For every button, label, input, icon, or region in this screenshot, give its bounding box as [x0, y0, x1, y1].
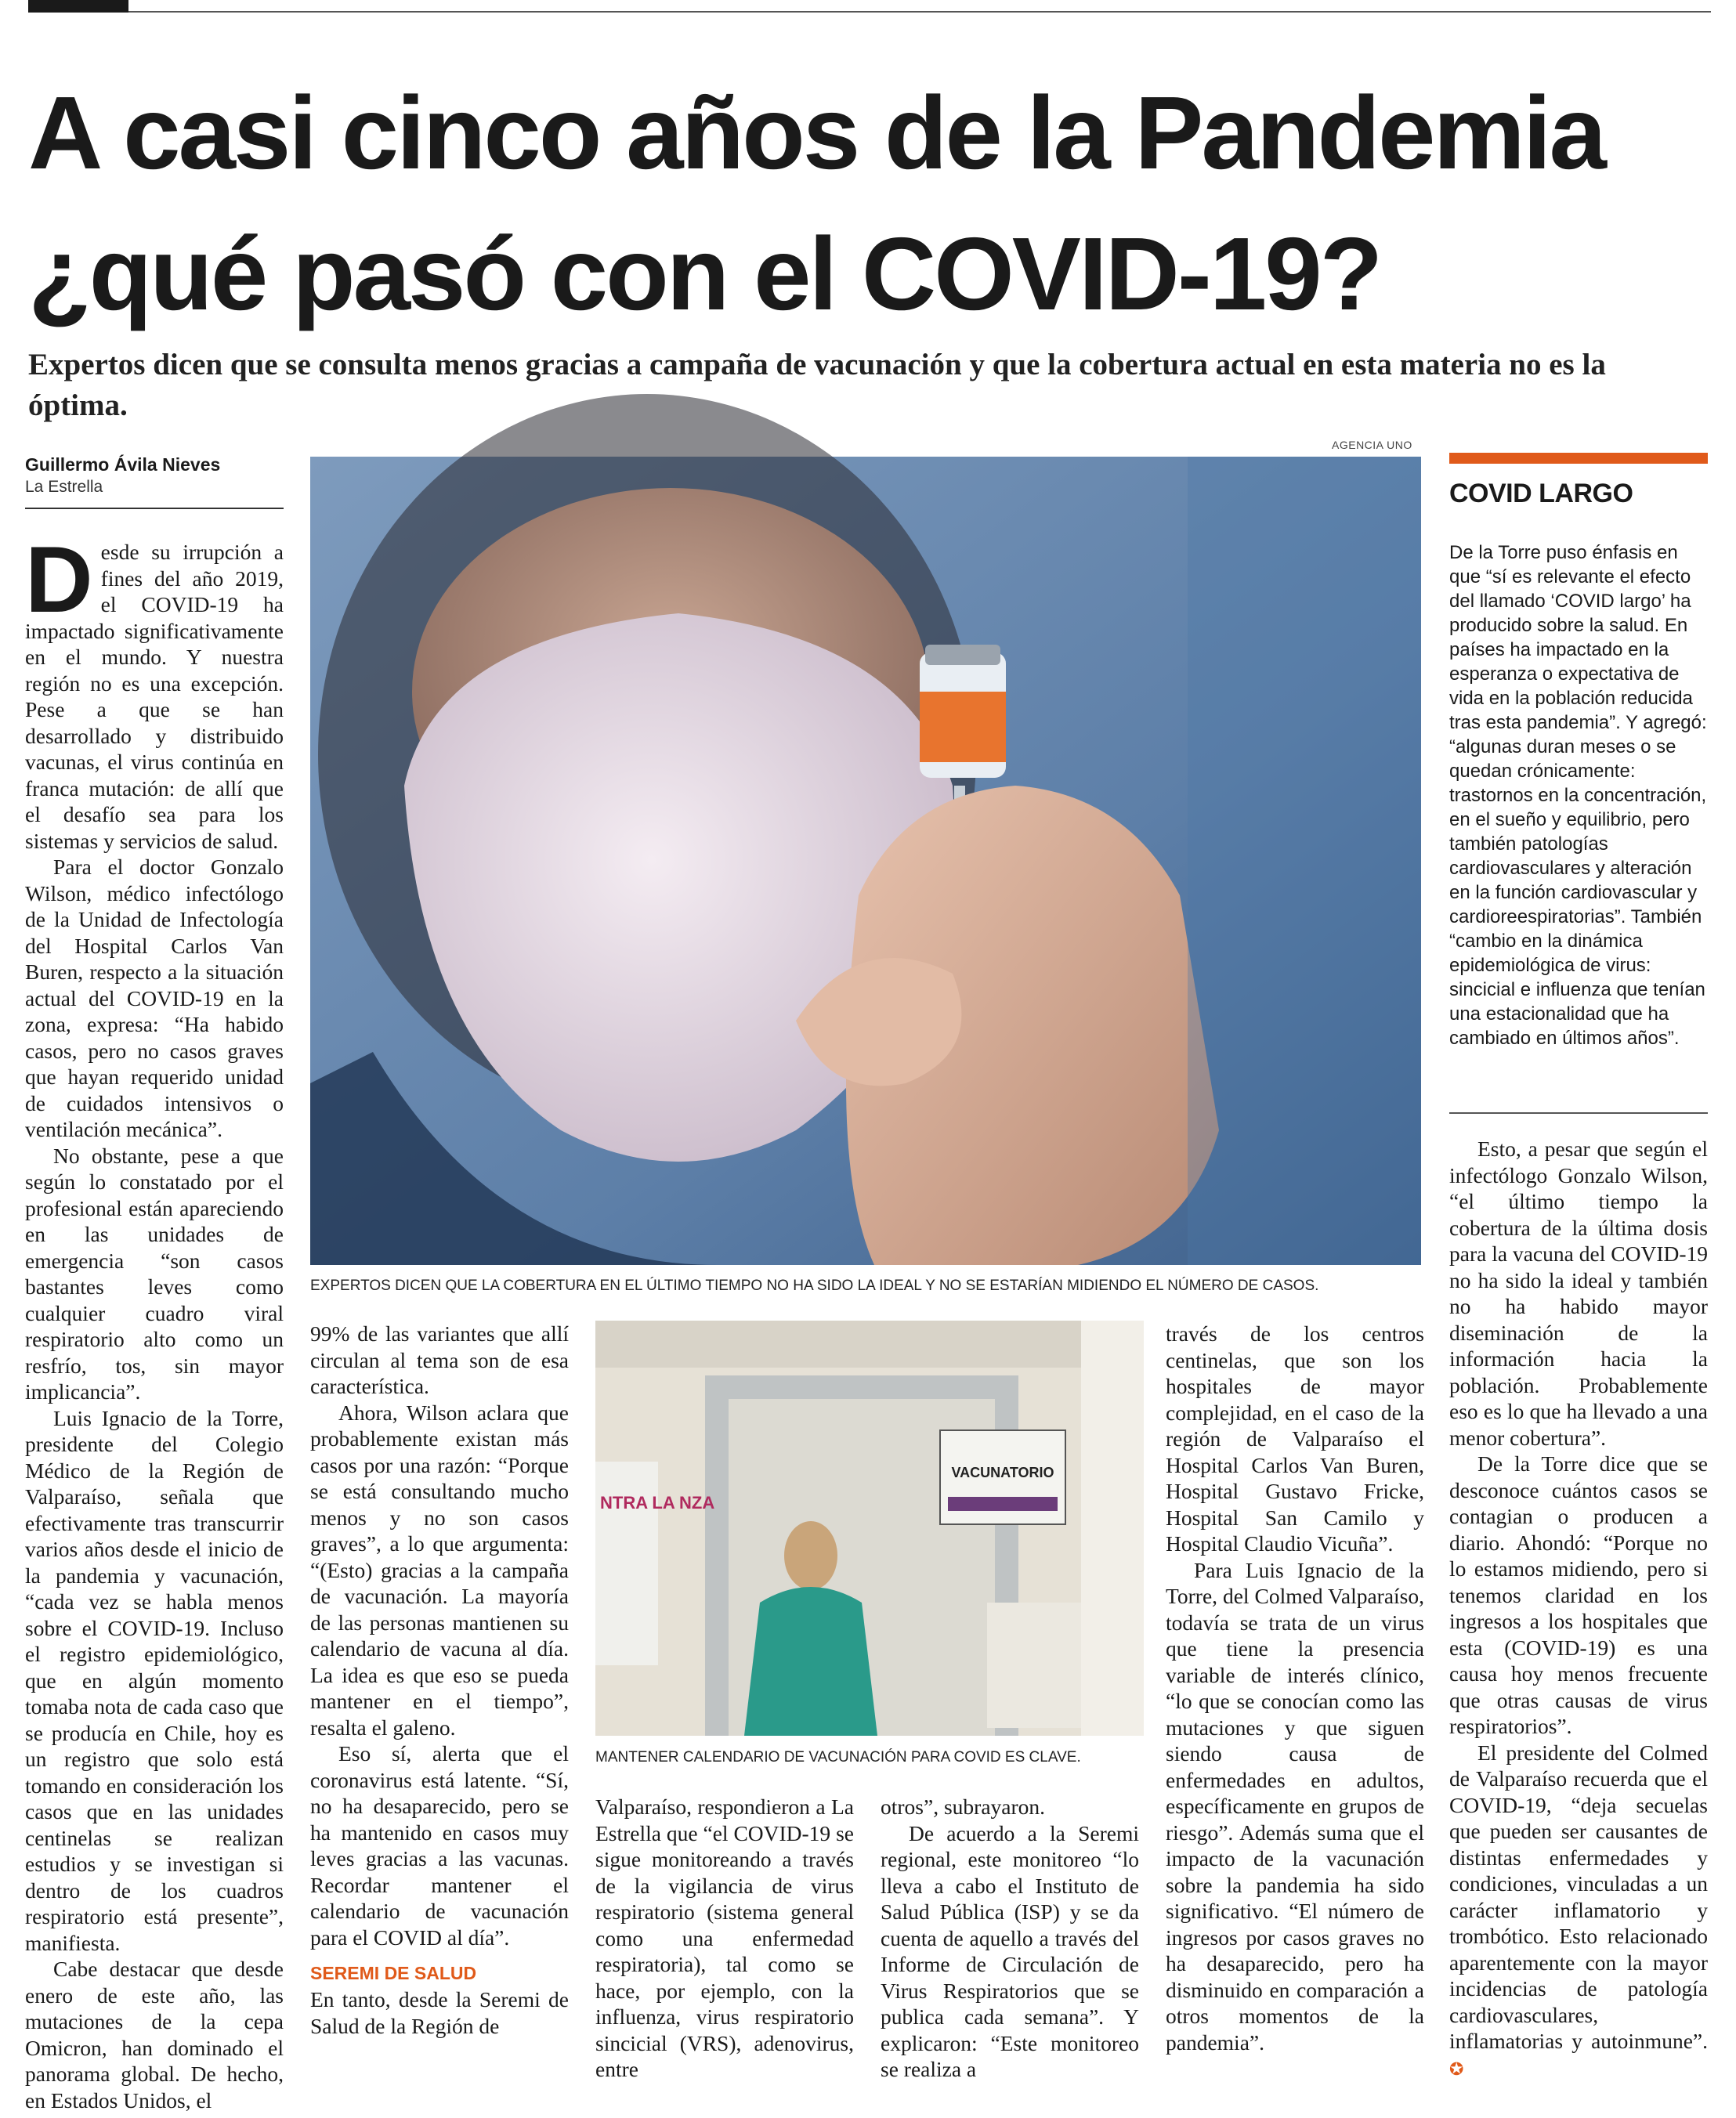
section-bar [28, 0, 128, 13]
paragraph: otros”, subrayaron. [881, 1795, 1046, 1819]
sidebar-bottom-rule [1449, 1112, 1708, 1114]
paragraph: Cabe destacar que desde enero de este año, las mutaciones de la cepa Omicron, han dominado el panorama global. De hecho, en Estados Unidos, el [25, 1957, 284, 2113]
photo-caption-small: MANTENER CALENDARIO DE VACUNACIÓN PARA COVID ES CLAVE. [595, 1749, 1081, 1766]
photo-vaccine-illustration [310, 457, 1421, 1265]
column-4 [881, 1794, 1139, 2099]
subhead-seremi: SEREMI DE SALUD [310, 1963, 477, 1983]
dropcap: D [25, 527, 93, 632]
paragraph [1449, 1740, 1708, 2084]
paragraph [25, 527, 284, 854]
vacunatorio-sign: VACUNATORIO [951, 1465, 1054, 1480]
paragraph: Para Luis Ignacio de la Torre, del Colmed Valparaíso, todavía se trata de un virus que tiene la presencia variable de interés clínico, “lo que se conocían como las mutaciones y que siguen siendo causa de enfermedades en adultos, específicamente en grupos de riesgo”. Además suma que el impacto de la vacunación sobre la pandemia ha sido significativo. “El número de ingresos por casos graves no ha desaparecido, pero ha disminuido en comparación a otros momentos de la pandemia”. [1166, 1557, 1424, 2055]
column-2 [310, 1321, 569, 2096]
sidebar-paragraph: De la Torre puso énfasis en que “sí es relevante el efecto del llamado ‘COVID largo’ ha producido sobre la salud. En países ha impactado en la esperanza o expectativa de vida en la población reducida tras esta pandemia”. Y agregó: “algunas duran meses o se quedan crónicamente: trastornos en la concentración, en el sueño y equilibrio, pero también patologías cardiovasculares y alteración en la función cardiovascular y cardioreespiratorias”. También “cambio en la dinámica epidemiológica de virus: sincicial e influenza que tenían una estacionalidad que ha cambiado en últimos años”. [1449, 542, 1707, 1049]
paragraph: De acuerdo a la Seremi regional, este monitoreo “lo lleva a cabo el Instituto de Salud Pública (ISP) y se da cuenta de aquello a través del Informe de Circulación de Virus Respiratorios que se publica cada semana”. Y explicaron: “Este monitoreo se realiza a [881, 1820, 1139, 2081]
paragraph: Para el doctor Gonzalo Wilson, médico infectólogo de la Unidad de Infectología del Hospital Carlos Van Buren, respecto a la situación actual del COVID-19 en la zona, expresa: “Ha habido casos, pero no casos graves que hayan requerido unidad de cuidados intensivos o ventilación mecánica”. [25, 855, 284, 1141]
top-rule [128, 11, 1711, 13]
headline-line-2: ¿qué pasó con el COVID-19? [28, 216, 1381, 331]
paragraph: Esto, a pesar que según el infectólogo Gonzalo Wilson, “el último tiempo la cobertura de la última dosis para la vacuna del COVID-19 no ha sido la ideal y también no ha habido mayor diseminación de la información hacia la población. Probablemente eso es lo que ha llevado a una menor cobertura”. [1449, 1137, 1708, 1450]
deck: Expertos dicen que se consulta menos gracias a campaña de vacunación y que la cobertura actual en esta materia no es la óptima. [28, 348, 1606, 422]
column-6 [1449, 1136, 1708, 2099]
paragraph: En tanto, desde la Seremi de Salud de la Región de [310, 1987, 569, 2038]
column-3 [595, 1794, 854, 2099]
publication: La Estrella [25, 478, 103, 496]
paragraph: Ahora, Wilson aclara que probablemente existan más casos por una razón: “Porque se está consultando mucho menos y no son casos graves”, a lo que argumenta: “(Esto) gracias a la campaña de vacunación. La mayoría de las personas mantienen su calendario de vacuna al día. La idea es que eso se pueda mantener en el tiempo”, resalta el galeno. [310, 1400, 569, 1740]
paragraph: Luis Ignacio de la Torre, presidente del Colegio Médico de la Región de Valparaíso, señala que efectivamente tras transcurrir varios años desde el inicio de la pandemia y vacunación, “cada vez se habla menos sobre el COVID-19. Incluso el registro epidemiológico, que en algún momento tomaba nota de cada caso que se producía en Chile, hoy es un registro que solo está tomando en consideración los casos que en las unidades centinelas se realizan estudios y se investigan si dentro de los cuadros respiratorio está presente”, manifiesta. [25, 1405, 284, 1955]
photo-vaccination-center-illustration [595, 1321, 1144, 1736]
column-1 [25, 527, 284, 2113]
byline [25, 453, 284, 498]
poster-text: NTRA LA NZA [600, 1493, 715, 1513]
headline [28, 63, 1712, 345]
paragraph: Eso sí, alerta que el coronavirus está latente. “Sí, no ha desaparecido, pero se ha mantenido en casos muy leves gracias a las vacunas. Recordar mantener el calendario de vacunación para el COVID al día”. [310, 1741, 569, 1950]
byline-rule [25, 508, 284, 509]
paragraph: Valparaíso, respondieron a La Estrella que “el COVID-19 se sigue monitoreando a través de la vigilancia de virus respiratorio (sistema general como una enfermedad respiratoria), tal como se hace, por ejemplo, con la influenza, virus respiratorio sincicial (VRS), adenovirus, entre [595, 1795, 854, 2081]
end-mark-icon: ✪ [1449, 2059, 1464, 2080]
paragraph-text: esde su irrupción a fines del año 2019, el COVID-19 ha impactado significativamente en el mundo. Y nuestra región no es una excepción. Pese a que se han desarrollado y distribuido vacunas, el virus continúa en franca mutación: de allí que el desafío sea para los sistemas y servicios de salud. [25, 540, 284, 853]
photo-vaccination-center [595, 1321, 1144, 1736]
paragraph: 99% de las variantes que allí circulan al tema son de esa característica. [310, 1321, 569, 1398]
photo-credit: AGENCIA UNO [1332, 439, 1412, 451]
sidebar-accent-bar [1449, 453, 1708, 464]
headline-line-1: A casi cinco años de la Pandemia [28, 75, 1604, 190]
author: Guillermo Ávila Nieves [25, 454, 221, 475]
photo-caption: EXPERTOS DICEN QUE LA COBERTURA EN EL ÚLTIMO TIEMPO NO HA SIDO LA IDEAL Y NO SE ESTARÍAN MIDIENDO EL NÚMERO DE CASOS. [310, 1278, 1319, 1294]
paragraph-text: El presidente del Colmed de Valparaíso recuerda que el COVID-19, “deja secuelas que pueden ser causantes de distintas enfermedades y condiciones, vinculadas a un carácter inflamatorio y trombótico. Esto relacionado aparentemente con la mayor incidencias de patología cardiovasculares, inflamatorias y autoinmune”. [1449, 1740, 1708, 2053]
sidebar-title: COVID LARGO [1449, 479, 1633, 508]
paragraph: través de los centros centinelas, que son los hospitales de mayor complejidad, en el caso de la región de Valparaíso el Hospital Carlos Van Buren, Hospital Gustavo Fricke, Hospital San Camilo y Hospital Claudio Vicuña”. [1166, 1321, 1424, 1556]
paragraph: No obstante, pese a que según lo constatado por el profesional están apareciendo en las unidades de emergencia “son casos bastantes leves como cualquier cuadro viral respiratorio alto como un resfrío, tos, sin mayor implicancia”. [25, 1143, 284, 1404]
photo-vaccine [310, 457, 1421, 1265]
sidebar-body [1449, 540, 1708, 1050]
column-5 [1166, 1321, 1424, 2096]
paragraph: De la Torre dice que se desconoce cuántos casos se contagian o producen a diario. Ahondó: “Porque no lo estamos midiendo, pero si tenemos claridad en los ingresos a los hospitales que esta (COVID-19) es una causa hoy menos frecuente que otras causas de virus respiratorios”. [1449, 1451, 1708, 1738]
